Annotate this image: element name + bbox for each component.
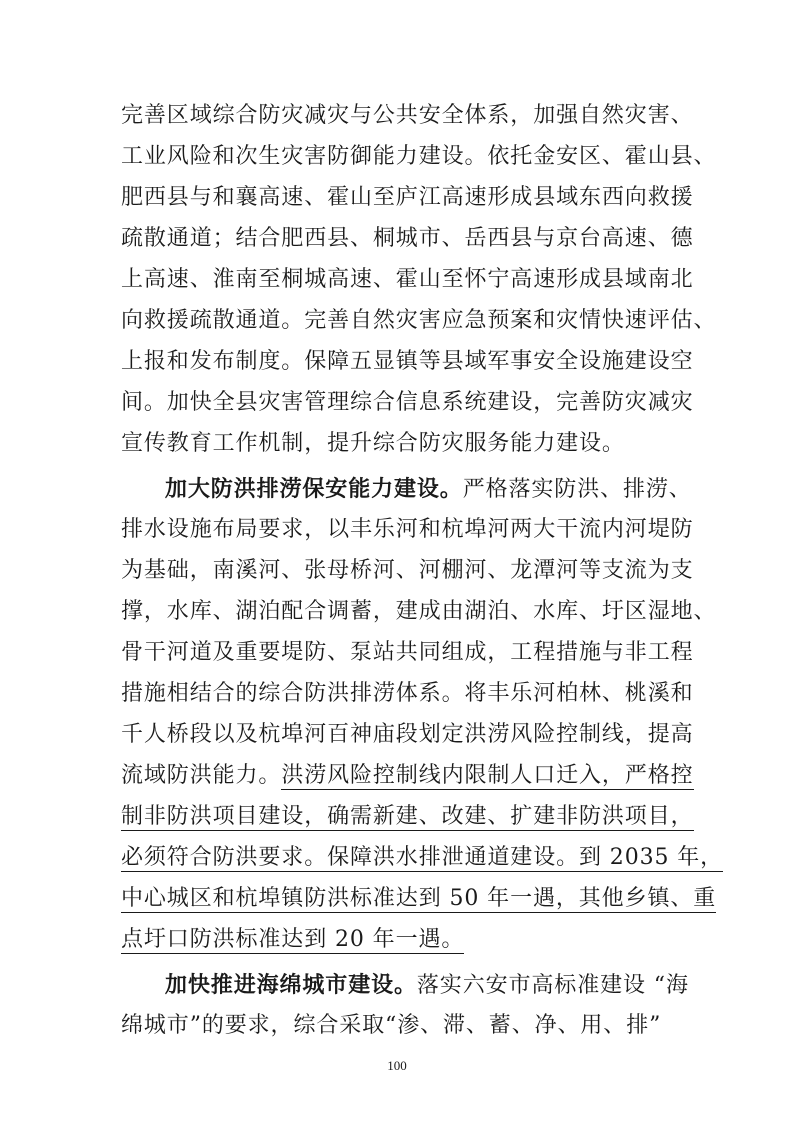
p2-line-7: 千人桥段以及杭埠河百神庙段划定洪涝风险控制线，提高 xyxy=(121,722,694,747)
p2-underlined-line-3: 中心城区和杭埠镇防洪标准达到 50 年一遇，其他乡镇、重 xyxy=(121,886,717,911)
p2-line-6: 措施相结合的综合防洪排涝体系。将丰乐河柏林、桃溪和 xyxy=(121,681,694,706)
p1-line-4: 疏散通道；结合肥西县、桐城市、岳西县与京台高速、德 xyxy=(121,226,694,251)
p1-line-3: 肥西县与和襄高速、霍山至庐江高速形成县域东西向救援 xyxy=(121,185,694,210)
p2-line-5: 骨干河道及重要堤防、泵站共同组成，工程措施与非工程 xyxy=(121,640,694,665)
p2-line-4: 撑，水库、湖泊配合调蓄，建成由湖泊、水库、圩区湿地、 xyxy=(121,599,717,624)
p3-line-2: 绵城市”的要求，综合采取“渗、滞、蓄、净、用、排” xyxy=(121,1013,662,1038)
p2-underlined-line-1: 制非防洪项目建设，确需新建、改建、扩建非防洪项目， xyxy=(121,804,694,829)
p1-line-1: 完善区域综合防灾减灾与公共安全体系，加强自然灾害、 xyxy=(121,103,694,128)
p2-line-2: 排水设施布局要求，以丰乐河和杭埠河两大干流内河堤防 xyxy=(121,517,694,542)
page-number: 100 xyxy=(387,1058,407,1073)
p1-line-8: 间。加快全县灾害管理综合信息系统建设，完善防灾减灾 xyxy=(121,390,694,415)
p3-line-1 xyxy=(165,972,689,998)
p3-line-1-rest: 落实六安市高标准建设 “海 xyxy=(416,973,689,998)
p2-line-3: 为基础，南溪河、张母桥河、河棚河、龙潭河等支流为支 xyxy=(121,558,694,583)
p2-line-1-rest: 严格落实防洪、排涝、 xyxy=(462,477,692,502)
p1-line-5: 上高速、淮南至桐城高速、霍山至怀宁高速形成县域南北 xyxy=(121,267,694,292)
p1-line-2: 工业风险和次生灾害防御能力建设。依托金安区、霍山县、 xyxy=(121,144,717,169)
p2-line-8-plain: 流域防洪能力。 xyxy=(121,763,282,788)
p2-heading: 加大防洪排涝保安能力建设。 xyxy=(165,476,463,502)
p1-line-9: 宣传教育工作机制，提升综合防灾服务能力建设。 xyxy=(121,431,625,456)
p2-line-8-underlined: 洪涝风险控制线内限制人口迁入，严格控 xyxy=(281,763,694,788)
p2-line-1 xyxy=(165,476,692,502)
p3-heading: 加快推进海绵城市建设。 xyxy=(165,972,417,998)
p2-line-8 xyxy=(121,763,694,789)
p1-line-6: 向救援疏散通道。完善自然灾害应急预案和灾情快速评估、 xyxy=(121,308,717,333)
p2-line-9 xyxy=(121,804,694,830)
p1-line-7: 上报和发布制度。保障五显镇等县域军事安全设施建设空 xyxy=(121,349,694,374)
p2-line-10 xyxy=(121,845,723,871)
p2-line-12 xyxy=(121,927,464,953)
p2-line-11 xyxy=(121,886,716,912)
p2-underlined-line-4: 点圩口防洪标准达到 20 年一遇。 xyxy=(121,927,465,952)
p2-underlined-line-2: 必须符合防洪要求。保障洪水排泄通道建设。到 2035 年， xyxy=(121,845,724,870)
